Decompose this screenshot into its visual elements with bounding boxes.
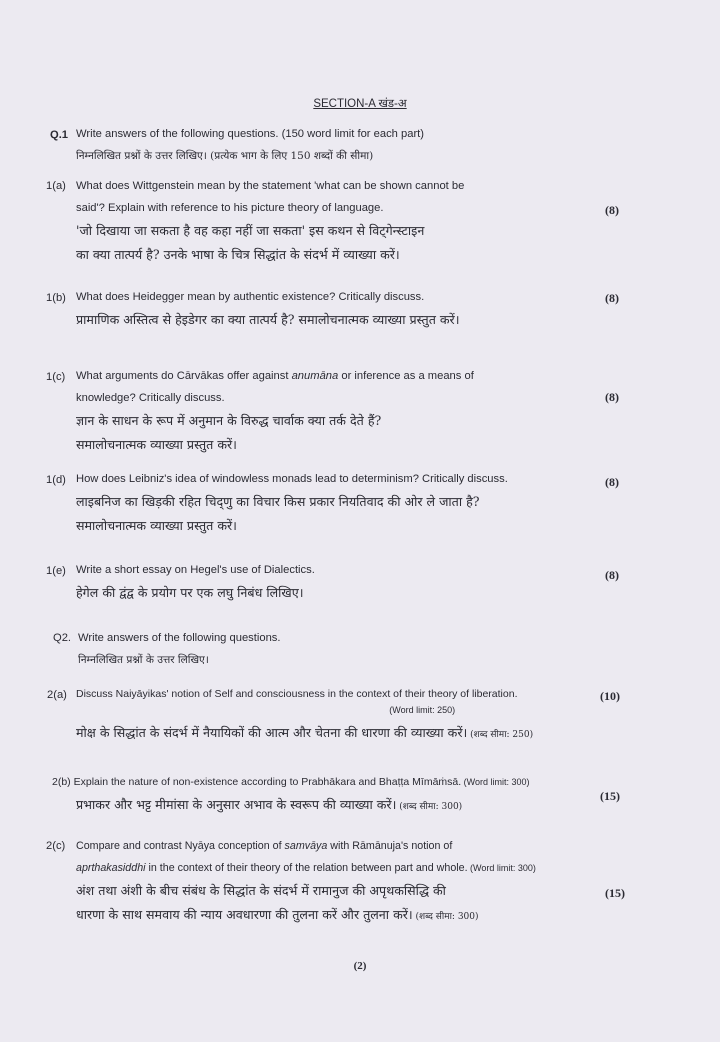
question-1e-number: 1(e) bbox=[46, 565, 66, 577]
question-2c-hindi-line2: धारणा के साथ समवाय की न्याय अवधारणा की तुलना करें और तुलना करें। (शब्द सीमा: 300) bbox=[76, 907, 479, 922]
question-1e-hindi: हेगेल की द्वंद्व के प्रयोग पर एक लघु निबंध लिखिए। bbox=[76, 585, 304, 600]
question-1c-english-line1: What arguments do Cārvākas offer against anumāna or inference as a means of bbox=[76, 370, 474, 382]
question-2c-marks: (15) bbox=[605, 886, 625, 900]
question-1-number: Q.1 bbox=[50, 129, 69, 141]
question-2c-english-line1: Compare and contrast Nyāya conception of samvāya with Rāmānuja's notion of bbox=[76, 840, 453, 852]
question-1b-hindi: प्रामाणिक अस्तित्व से हेइडेगर का क्या तात्पर्य है? समालोचनात्मक व्याख्या प्रस्तुत करें। bbox=[76, 312, 460, 327]
question-1d-hindi-line2: समालोचनात्मक व्याख्या प्रस्तुत करें। bbox=[76, 518, 237, 533]
question-1b-number: 1(b) bbox=[46, 292, 66, 304]
question-1d-hindi-line1: लाइबनिज का खिड़की रहित चिद्णु का विचार किस प्रकार नियतिवाद की ओर ले जाता है? bbox=[76, 494, 480, 509]
page-number: (2) bbox=[353, 960, 367, 972]
question-1d-number: 1(d) bbox=[46, 474, 66, 486]
question-1a-hindi-line1: 'जो दिखाया जा सकता है वह कहा नहीं जा सकता' इस कथन से विट्गेन्स्टाइन bbox=[76, 223, 425, 238]
question-1e bbox=[76, 559, 315, 605]
question-1-hindi: निम्नलिखित प्रश्नों के उत्तर लिखिए। (प्रत्येक भाग के लिए 150 शब्दों की सीमा) bbox=[76, 150, 374, 162]
question-1b bbox=[76, 286, 459, 332]
question-2a-number: 2(a) bbox=[47, 689, 67, 701]
question-2a-english: Discuss Naiyāyikas' notion of Self and consciousness in the context of their theory of liberation. bbox=[76, 688, 518, 700]
question-1b-marks: (8) bbox=[605, 291, 619, 305]
question-1a-number: 1(a) bbox=[46, 180, 66, 192]
question-2-hindi: निम्नलिखित प्रश्नों के उत्तर लिखिए। bbox=[78, 654, 209, 666]
question-1a-marks: (8) bbox=[605, 203, 619, 217]
question-1e-marks: (8) bbox=[605, 568, 619, 582]
question-1d bbox=[76, 468, 508, 538]
question-1d-marks: (8) bbox=[605, 475, 619, 489]
question-2 bbox=[78, 627, 281, 671]
question-2c-number: 2(c) bbox=[46, 840, 66, 852]
question-2a-marks: (10) bbox=[600, 689, 620, 703]
question-2c bbox=[76, 835, 536, 929]
question-1 bbox=[76, 123, 424, 167]
question-1b-english: What does Heidegger mean by authentic existence? Critically discuss. bbox=[76, 291, 425, 303]
question-1c-marks: (8) bbox=[605, 390, 619, 404]
question-2-number: Q2. bbox=[53, 632, 72, 644]
question-1d-english: How does Leibniz's idea of windowless monads lead to determinism? Critically discuss. bbox=[76, 473, 508, 485]
question-1c bbox=[76, 365, 474, 457]
question-1a bbox=[76, 175, 464, 267]
question-1e-english: Write a short essay on Hegel's use of Dialectics. bbox=[76, 564, 315, 576]
question-2c-english-line2: aprthakasiddhi in the context of their theory of the relation between part and whole. (Word limit: 300) bbox=[76, 862, 536, 874]
question-2a-hindi: मोक्ष के सिद्धांत के संदर्भ में नैयायिकों की आत्म और चेतना की धारणा की व्याख्या करें। (शब्द सीमा: 250) bbox=[76, 725, 534, 740]
question-2-english: Write answers of the following questions. bbox=[78, 632, 281, 644]
question-2c-hindi-line1: अंश तथा अंशी के बीच संबंध के सिद्धांत के संदर्भ में रामानुज की अपृथकसिद्धि की bbox=[76, 883, 446, 898]
question-1a-hindi-line2: का क्या तात्पर्य है? उनके भाषा के चित्र सिद्धांत के संदर्भ में व्याख्या करें। bbox=[76, 247, 400, 262]
section-heading: SECTION-A खंड-अ bbox=[313, 98, 407, 110]
question-1c-hindi-line1: ज्ञान के साधन के रूप में अनुमान के विरुद्ध चार्वाक क्या तर्क देते हैं? bbox=[76, 413, 382, 428]
question-2a bbox=[76, 685, 533, 747]
question-2b-english: 2(b) Explain the nature of non-existence according to Prabhākara and Bhaṭṭa Mīmāṁsā. (Word limit: 300) bbox=[52, 776, 530, 788]
question-2b-marks: (15) bbox=[600, 789, 620, 803]
question-2b-hindi: प्रभाकर और भट्ट मीमांसा के अनुसार अभाव के स्वरूप की व्याख्या करें। (शब्द सीमा: 300) bbox=[76, 797, 463, 812]
question-2b bbox=[52, 771, 530, 819]
question-1-english: Write answers of the following questions. (150 word limit for each part) bbox=[76, 128, 425, 140]
question-1a-english-line1: What does Wittgenstein mean by the statement 'what can be shown cannot be bbox=[76, 180, 465, 192]
question-1c-english-line2: knowledge? Critically discuss. bbox=[76, 392, 225, 404]
question-2a-word-limit: (Word limit: 250) bbox=[389, 705, 456, 715]
question-1a-english-line2: said'? Explain with reference to his picture theory of language. bbox=[76, 202, 384, 214]
question-1c-number: 1(c) bbox=[46, 371, 66, 383]
question-1c-hindi-line2: समालोचनात्मक व्याख्या प्रस्तुत करें। bbox=[76, 437, 237, 452]
